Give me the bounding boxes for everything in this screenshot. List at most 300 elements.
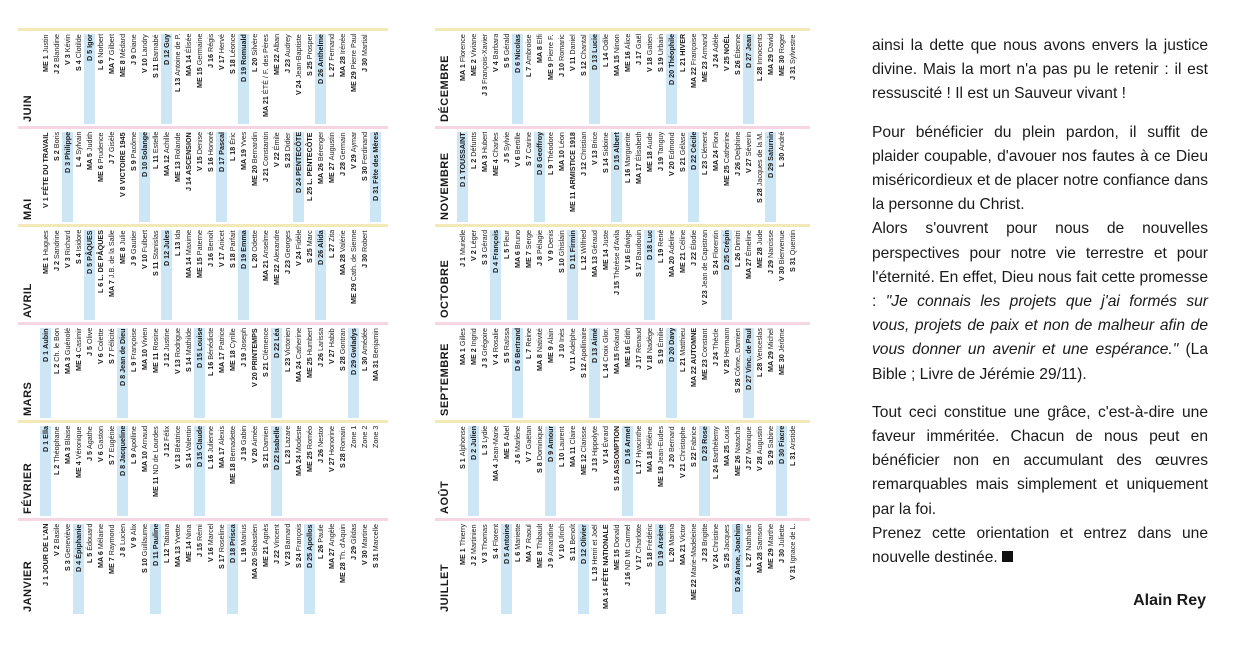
calendar-day bbox=[732, 34, 743, 124]
day-number: ME 4 bbox=[491, 156, 500, 176]
day-number: J 21 bbox=[261, 166, 270, 183]
day-number: ME 6 bbox=[96, 162, 105, 182]
month-days bbox=[40, 230, 388, 320]
day-number: ME 5 bbox=[502, 440, 511, 460]
saint-name: Édouard bbox=[85, 524, 94, 552]
calendar-day bbox=[194, 426, 205, 516]
calendar-day bbox=[51, 426, 62, 516]
saint-name: Marguerite bbox=[623, 132, 632, 167]
saint-name: Gérald bbox=[502, 34, 511, 56]
calendar-day bbox=[194, 132, 205, 222]
calendar-first-half bbox=[18, 28, 388, 616]
day-number: S 25 bbox=[305, 245, 314, 263]
month-days bbox=[457, 426, 810, 516]
saint-name: Nadège bbox=[645, 328, 654, 354]
day-number: J 27 bbox=[744, 453, 753, 470]
calendar-day bbox=[765, 524, 776, 614]
calendar-day bbox=[754, 230, 765, 320]
calendar-day bbox=[359, 426, 370, 516]
day-number: MA 13 bbox=[590, 253, 599, 277]
saint-name: Thomas bbox=[480, 524, 489, 550]
day-number: L 6 bbox=[96, 280, 105, 293]
calendar-day bbox=[512, 34, 523, 124]
month-band bbox=[435, 224, 810, 322]
calendar-day bbox=[765, 34, 776, 124]
calendar-day bbox=[183, 328, 194, 418]
day-number: ME 4 bbox=[74, 458, 83, 478]
saint-name: Norbert bbox=[96, 34, 105, 58]
saint-name: Louis bbox=[722, 426, 731, 444]
saint-name: Edwige bbox=[623, 230, 632, 254]
calendar-day bbox=[117, 34, 128, 124]
day-number: L 12 bbox=[162, 547, 171, 564]
saint-name: Germain bbox=[338, 132, 347, 160]
calendar-day bbox=[260, 132, 271, 222]
saint-name: Véronique bbox=[74, 426, 83, 459]
saint-name: NOËL bbox=[722, 34, 731, 54]
calendar-day bbox=[282, 426, 293, 516]
day-number: S 30 bbox=[360, 164, 369, 182]
day-number: V 3 bbox=[63, 51, 72, 65]
day-number: MA 24 bbox=[294, 453, 303, 477]
calendar-day bbox=[578, 328, 589, 418]
calendar-day bbox=[534, 426, 545, 516]
day-number: J 12 bbox=[162, 441, 171, 458]
day-number: ME 7 bbox=[524, 249, 533, 268]
calendar-day bbox=[73, 230, 84, 320]
saint-name: Anne, Joachim bbox=[733, 524, 742, 576]
calendar-day bbox=[622, 34, 633, 124]
saint-name: Solange bbox=[140, 132, 149, 160]
day-number: J 1 bbox=[41, 574, 50, 587]
day-number: MA 8 bbox=[535, 44, 544, 63]
saint-name: Alphonse bbox=[458, 426, 467, 456]
calendar-day bbox=[117, 426, 128, 516]
calendar-day bbox=[51, 230, 62, 320]
saint-name: Bernadette bbox=[228, 426, 237, 462]
day-number: D 5 bbox=[502, 550, 511, 564]
calendar-day bbox=[238, 328, 249, 418]
day-number: V 23 bbox=[283, 549, 292, 567]
calendar-day bbox=[370, 328, 381, 418]
day-number: ME 25 bbox=[305, 355, 314, 379]
saint-name: Ferdinand bbox=[360, 132, 369, 165]
calendar-day bbox=[765, 328, 776, 418]
saint-name: Sandrine bbox=[52, 230, 61, 259]
day-number: ME 25 bbox=[305, 449, 314, 472]
day-number: S 4 bbox=[491, 546, 500, 560]
saint-name: AUTOMNE bbox=[689, 328, 698, 365]
calendar-day bbox=[216, 34, 227, 124]
calendar-day bbox=[578, 524, 589, 614]
calendar-day bbox=[205, 328, 216, 418]
day-number: ME 8 bbox=[118, 244, 127, 264]
calendar-day bbox=[150, 426, 161, 516]
day-number: J 29 bbox=[766, 257, 775, 274]
calendar-day bbox=[622, 524, 633, 614]
calendar-day bbox=[732, 328, 743, 418]
calendar-day bbox=[611, 34, 622, 124]
day-number: J 9 bbox=[546, 556, 555, 569]
saint-name: Claire bbox=[568, 426, 577, 445]
day-number: MA 3 bbox=[63, 355, 72, 375]
calendar-day bbox=[139, 524, 150, 614]
calendar-day bbox=[304, 328, 315, 418]
day-number: J 24 bbox=[711, 349, 720, 366]
calendar-day bbox=[260, 524, 271, 614]
calendar-day bbox=[600, 230, 611, 320]
day-number: S 18 bbox=[645, 550, 654, 568]
saint-name: Barnard bbox=[283, 524, 292, 550]
day-number: ME 14 bbox=[184, 538, 193, 562]
month-band bbox=[18, 518, 388, 616]
calendar-day bbox=[84, 524, 95, 614]
saint-name: Barthélemy bbox=[711, 426, 720, 463]
saint-name: Alban bbox=[272, 34, 281, 53]
saint-name: Bérenger bbox=[316, 132, 325, 162]
saint-name: Constant bbox=[700, 328, 709, 357]
saint-name: ARMISTICE 1918 bbox=[568, 132, 577, 190]
saint-name: Raïssa bbox=[502, 328, 511, 351]
day-number: MA 20 bbox=[250, 555, 259, 579]
day-number: V 24 bbox=[294, 77, 303, 95]
saint-name: Gérard bbox=[480, 230, 489, 253]
day-number: L 23 bbox=[283, 355, 292, 373]
day-number: L 21 bbox=[678, 355, 687, 372]
day-number: L 11 bbox=[151, 153, 160, 170]
calendar-day bbox=[128, 524, 139, 614]
calendar-day bbox=[95, 132, 106, 222]
day-number: MA 13 bbox=[173, 543, 182, 567]
saint-name: Jérôme bbox=[777, 328, 786, 352]
day-number: D 13 bbox=[590, 345, 599, 363]
day-number: MA 29 bbox=[766, 52, 775, 76]
saint-name: Rodrigue bbox=[173, 328, 182, 358]
day-number: D 26 bbox=[316, 247, 325, 265]
saint-name: Zita bbox=[327, 230, 336, 242]
saint-name: Aimé bbox=[590, 328, 599, 346]
calendar-day bbox=[457, 524, 468, 614]
calendar-day bbox=[315, 34, 326, 124]
saint-name: PÂQUES bbox=[85, 230, 94, 261]
calendar-day bbox=[106, 230, 117, 320]
calendar-day bbox=[216, 524, 227, 614]
calendar-day bbox=[271, 426, 282, 516]
saint-name: Cyrille bbox=[228, 328, 237, 348]
day-number: J 19 bbox=[239, 351, 248, 368]
saint-name: Fête des Mères bbox=[371, 132, 380, 184]
day-number: L 27 bbox=[327, 60, 336, 78]
saint-name: René bbox=[656, 230, 665, 248]
saint-name: Benjamin bbox=[371, 328, 380, 358]
month-days bbox=[457, 328, 810, 418]
day-number: V 18 bbox=[645, 353, 654, 370]
month-days bbox=[40, 328, 388, 418]
saint-name: FÊTE NATIONALE bbox=[601, 524, 610, 586]
calendar-day bbox=[567, 524, 578, 614]
saint-name: Marie-Madeleine bbox=[689, 524, 698, 578]
day-number: L 21 bbox=[678, 55, 687, 73]
day-number: L 4 bbox=[74, 155, 83, 168]
calendar-day bbox=[556, 132, 567, 222]
saint-name: Juliette bbox=[777, 524, 786, 547]
day-number: ME 11 bbox=[151, 350, 160, 373]
day-number: J 5 bbox=[85, 448, 94, 461]
day-number: L 5 bbox=[85, 551, 94, 564]
day-number: V 10 bbox=[140, 252, 149, 270]
day-number: L 7 bbox=[524, 346, 533, 360]
saint-name: Défunts bbox=[469, 132, 478, 157]
saint-name: Léa bbox=[272, 328, 281, 341]
calendar-day bbox=[578, 426, 589, 516]
calendar-day bbox=[677, 230, 688, 320]
day-number: S 10 bbox=[140, 556, 149, 574]
holiday-zone-stripe bbox=[18, 28, 388, 31]
saint-name: Apolline bbox=[129, 426, 138, 452]
saint-name: Apollinaire bbox=[579, 328, 588, 362]
day-number: V 16 bbox=[206, 545, 215, 563]
saint-name: Clarisse bbox=[579, 426, 588, 452]
saint-name: Charlotte bbox=[634, 524, 643, 554]
saint-name: Croix Glor. bbox=[601, 328, 610, 362]
saint-name: Michel bbox=[766, 328, 775, 349]
saint-name: Aubin bbox=[41, 328, 50, 349]
day-number: L 14 bbox=[601, 361, 610, 379]
calendar-day bbox=[348, 132, 359, 222]
saint-name: Adeline bbox=[667, 230, 676, 254]
day-number: J 17 bbox=[634, 353, 643, 370]
calendar-day bbox=[227, 426, 238, 516]
saint-name: Romain bbox=[338, 426, 347, 451]
saint-name: Flora bbox=[711, 132, 720, 149]
holiday-zone-stripe bbox=[18, 224, 388, 227]
day-number: ME 21 bbox=[678, 250, 687, 274]
day-number: D 11 bbox=[568, 251, 577, 269]
day-number: S 28 bbox=[338, 353, 347, 371]
calendar-day bbox=[699, 34, 710, 124]
saint-name: Roméo bbox=[305, 426, 314, 450]
calendar-day bbox=[479, 524, 490, 614]
month-band bbox=[435, 518, 810, 616]
saint-name: Vinc. de Paul bbox=[744, 328, 753, 373]
calendar-day bbox=[644, 132, 655, 222]
calendar-day bbox=[655, 524, 666, 614]
calendar-day bbox=[304, 34, 315, 124]
holiday-zone-stripe bbox=[18, 126, 388, 129]
day-number: MA 7 bbox=[107, 277, 116, 297]
day-number: D 5 bbox=[85, 47, 94, 61]
calendar-day bbox=[238, 132, 249, 222]
day-number: J 12 bbox=[579, 160, 588, 177]
calendar-day bbox=[633, 328, 644, 418]
calendar-day bbox=[271, 328, 282, 418]
day-number: ME 8 bbox=[118, 58, 127, 78]
calendar-day bbox=[743, 132, 754, 222]
calendar-day bbox=[545, 230, 556, 320]
day-number: V 30 bbox=[777, 263, 786, 281]
saint-name: Justine bbox=[162, 328, 171, 351]
calendar-day bbox=[51, 132, 62, 222]
calendar-day bbox=[666, 230, 677, 320]
saint-name: Narcisse bbox=[766, 230, 775, 258]
saint-name: Jean-Baptiste bbox=[294, 34, 303, 78]
calendar-day bbox=[523, 426, 534, 516]
calendar-day bbox=[754, 328, 765, 418]
day-number: D 8 bbox=[535, 161, 544, 176]
calendar-day bbox=[688, 328, 699, 418]
day-number: L 26 bbox=[316, 542, 325, 559]
saint-name: Estelle bbox=[151, 132, 160, 154]
day-number: MA 10 bbox=[140, 449, 149, 473]
saint-name: Daniel bbox=[568, 34, 577, 55]
calendar-day bbox=[534, 132, 545, 222]
calendar-day bbox=[359, 328, 370, 418]
calendar-day bbox=[370, 132, 381, 222]
saint-name: Geneviève bbox=[63, 524, 72, 559]
calendar-day bbox=[600, 328, 611, 418]
month-days bbox=[457, 34, 810, 124]
calendar-day bbox=[644, 524, 655, 614]
day-number: S 8 bbox=[535, 460, 544, 474]
day-number: D 16 bbox=[623, 446, 632, 464]
calendar-day bbox=[326, 132, 337, 222]
calendar-day bbox=[117, 524, 128, 614]
saint-name: Inès bbox=[557, 328, 566, 342]
day-number: L 3 bbox=[480, 442, 489, 456]
day-number: ME 2 bbox=[469, 345, 478, 365]
day-number: V 14 bbox=[601, 447, 610, 464]
calendar-day bbox=[688, 34, 699, 124]
saint-name: Ninon bbox=[612, 34, 621, 53]
day-number: J 30 bbox=[360, 251, 369, 268]
saint-name: Nestor bbox=[316, 426, 325, 448]
day-number: D 20 bbox=[667, 345, 676, 363]
saint-name: Constantin bbox=[261, 132, 270, 167]
paragraph-3 bbox=[872, 217, 1208, 386]
calendar-day bbox=[501, 524, 512, 614]
calendar-day bbox=[139, 132, 150, 222]
saint-name: Élisée bbox=[184, 34, 193, 54]
day-number: L 28 bbox=[755, 65, 764, 82]
calendar-day bbox=[765, 230, 776, 320]
calendar-day bbox=[282, 524, 293, 614]
month-band bbox=[435, 126, 810, 224]
day-number: ME 18 bbox=[228, 461, 237, 484]
calendar-day bbox=[688, 426, 699, 516]
saint-name: Christophe bbox=[678, 426, 687, 461]
saint-name: Juste bbox=[601, 230, 610, 248]
calendar-day bbox=[293, 328, 304, 418]
calendar-day bbox=[260, 34, 271, 124]
day-number: S 1 bbox=[458, 455, 467, 469]
day-number: J 5 bbox=[85, 344, 94, 357]
day-number: V 30 bbox=[360, 547, 369, 565]
saint-name: Renaud bbox=[634, 328, 643, 354]
day-number: S 11 bbox=[568, 544, 577, 562]
saint-name: Gaëtan bbox=[524, 426, 533, 450]
calendar-day bbox=[556, 34, 567, 124]
calendar-day bbox=[282, 230, 293, 320]
calendar-day bbox=[721, 34, 732, 124]
day-number: J 23 bbox=[700, 546, 709, 563]
day-number: J 8 bbox=[535, 253, 544, 266]
saint-name: Nicolas bbox=[513, 34, 522, 60]
calendar-day bbox=[501, 426, 512, 516]
saint-name: Brice bbox=[590, 132, 599, 149]
saint-name: Thibault bbox=[535, 524, 544, 550]
calendar-day bbox=[776, 426, 787, 516]
calendar-day bbox=[545, 132, 556, 222]
saint-name: Jean-Eudes bbox=[656, 426, 665, 465]
calendar-day bbox=[765, 132, 776, 222]
calendar-day bbox=[743, 230, 754, 320]
saint-name: Ella bbox=[41, 426, 50, 439]
month-band bbox=[18, 28, 388, 126]
saint-name: Amédée bbox=[360, 328, 369, 355]
day-number: D 6 bbox=[513, 59, 522, 73]
day-number: L 25 bbox=[305, 184, 314, 201]
calendar-day bbox=[721, 230, 732, 320]
saint-name: L. DE PÂQUES bbox=[96, 230, 105, 281]
bible-quote: "Je connais les projets que j'ai formés sur vous, projets de paix et non de malheur afin de vous donner un avenir et une espérance." bbox=[872, 293, 1209, 359]
calendar-day bbox=[337, 426, 348, 516]
calendar-day bbox=[271, 524, 282, 614]
calendar-day bbox=[73, 132, 84, 222]
saint-name: Félix bbox=[162, 426, 171, 442]
day-number: ME 27 bbox=[327, 159, 336, 183]
saint-name: Cath. de Sienne bbox=[349, 230, 358, 282]
calendar-day bbox=[611, 328, 622, 418]
saint-name: Larissa bbox=[316, 328, 325, 352]
day-number: ME 11 bbox=[151, 474, 160, 497]
calendar-day bbox=[468, 328, 479, 418]
day-number: ME 23 bbox=[700, 59, 709, 82]
saint-name: Dimitri bbox=[733, 230, 742, 251]
day-number: V 13 bbox=[590, 148, 599, 166]
saint-name: Ghislain bbox=[557, 230, 566, 256]
calendar-day bbox=[611, 524, 622, 614]
calendar-day bbox=[84, 230, 95, 320]
saint-name: Agnès bbox=[261, 524, 270, 545]
saint-name: Apollos bbox=[305, 524, 314, 551]
day-number: V 20 bbox=[250, 446, 259, 464]
calendar-day bbox=[260, 426, 271, 516]
day-number: J 3 bbox=[480, 355, 489, 368]
day-number: J 22 bbox=[272, 547, 281, 564]
calendar-day bbox=[337, 230, 348, 320]
calendar-day bbox=[326, 524, 337, 614]
day-number: ME 8 bbox=[535, 549, 544, 569]
calendar-day bbox=[304, 524, 315, 614]
saint-name: Marcelle bbox=[371, 524, 380, 552]
saint-name: Thérèse d'Avila bbox=[612, 230, 621, 280]
saint-name: Guillaume bbox=[140, 524, 149, 557]
saint-name: Valentin bbox=[184, 426, 193, 452]
day-number: MA 17 bbox=[634, 161, 643, 185]
day-number: MA 21 bbox=[261, 257, 270, 281]
saint-name: Mathilde bbox=[184, 328, 193, 356]
saint-name: Christine bbox=[711, 524, 720, 553]
day-number: V 8 bbox=[118, 183, 127, 197]
calendar-day bbox=[139, 328, 150, 418]
day-number: D 18 bbox=[228, 545, 237, 563]
saint-name: Édith bbox=[623, 328, 632, 345]
calendar-day bbox=[337, 328, 348, 418]
calendar-day bbox=[238, 524, 249, 614]
saint-name: Basile bbox=[52, 524, 61, 544]
saint-name: Louise bbox=[195, 328, 204, 352]
calendar-day bbox=[754, 524, 765, 614]
